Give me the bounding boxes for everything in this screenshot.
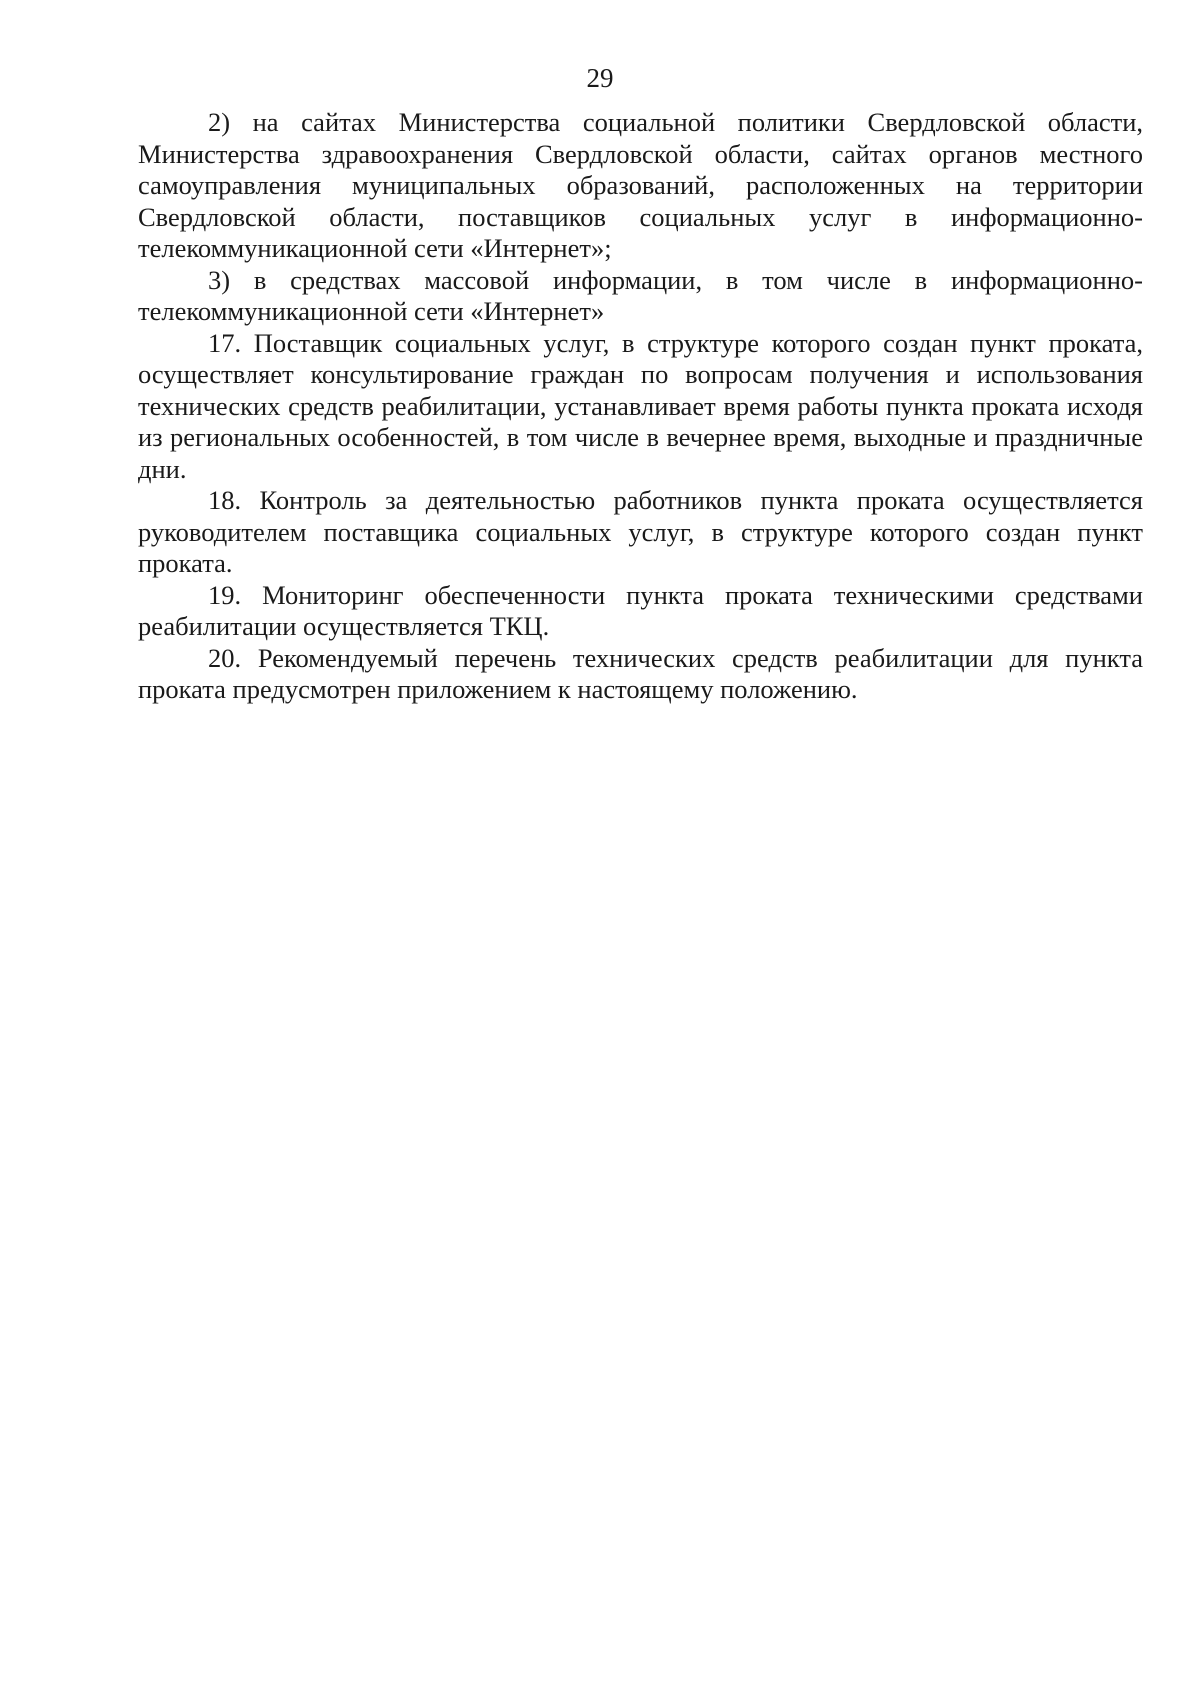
document-body — [138, 107, 1143, 706]
paragraph-item-3-mass-media: 3) в средствах массовой информации, в том числе в информационно-телекоммуникационной сети «Интернет» — [138, 264, 1143, 326]
paragraph-20-equipment-list: 20. Рекомендуемый перечень технических средств реабилитации для пункта проката предусмотрен приложением к настоящему положению. — [138, 642, 1143, 704]
paragraph-item-2-websites: 2) на сайтах Министерства социальной политики Свердловской области, Министерства здравоохранения Свердловской области, сайтах органов местного самоуправления муниципальных образований, расположенных на территории Свердловской области, поставщиков социальных услуг в информационно-телекоммуникационной сети «Интернет»; — [138, 107, 1143, 263]
paragraph-18-control: 18. Контроль за деятельностью работников пункта проката осуществляется руководителем поставщика социальных услуг, в структуре которого создан пункт проката. — [138, 485, 1143, 578]
paragraph-17-consulting: 17. Поставщик социальных услуг, в структуре которого создан пункт проката, осуществляет консультирование граждан по вопросам получения и использования технических средств реабилитации, устанавливает время работы пункта проката исходя из региональных особенностей, в том числе в вечернее время, выходные и праздничные дни. — [138, 327, 1143, 484]
page-number: 29 — [586, 63, 614, 93]
paragraph-19-monitoring: 19. Мониторинг обеспеченности пункта проката техническими средствами реабилитации осуществляется ТКЦ. — [138, 579, 1143, 641]
